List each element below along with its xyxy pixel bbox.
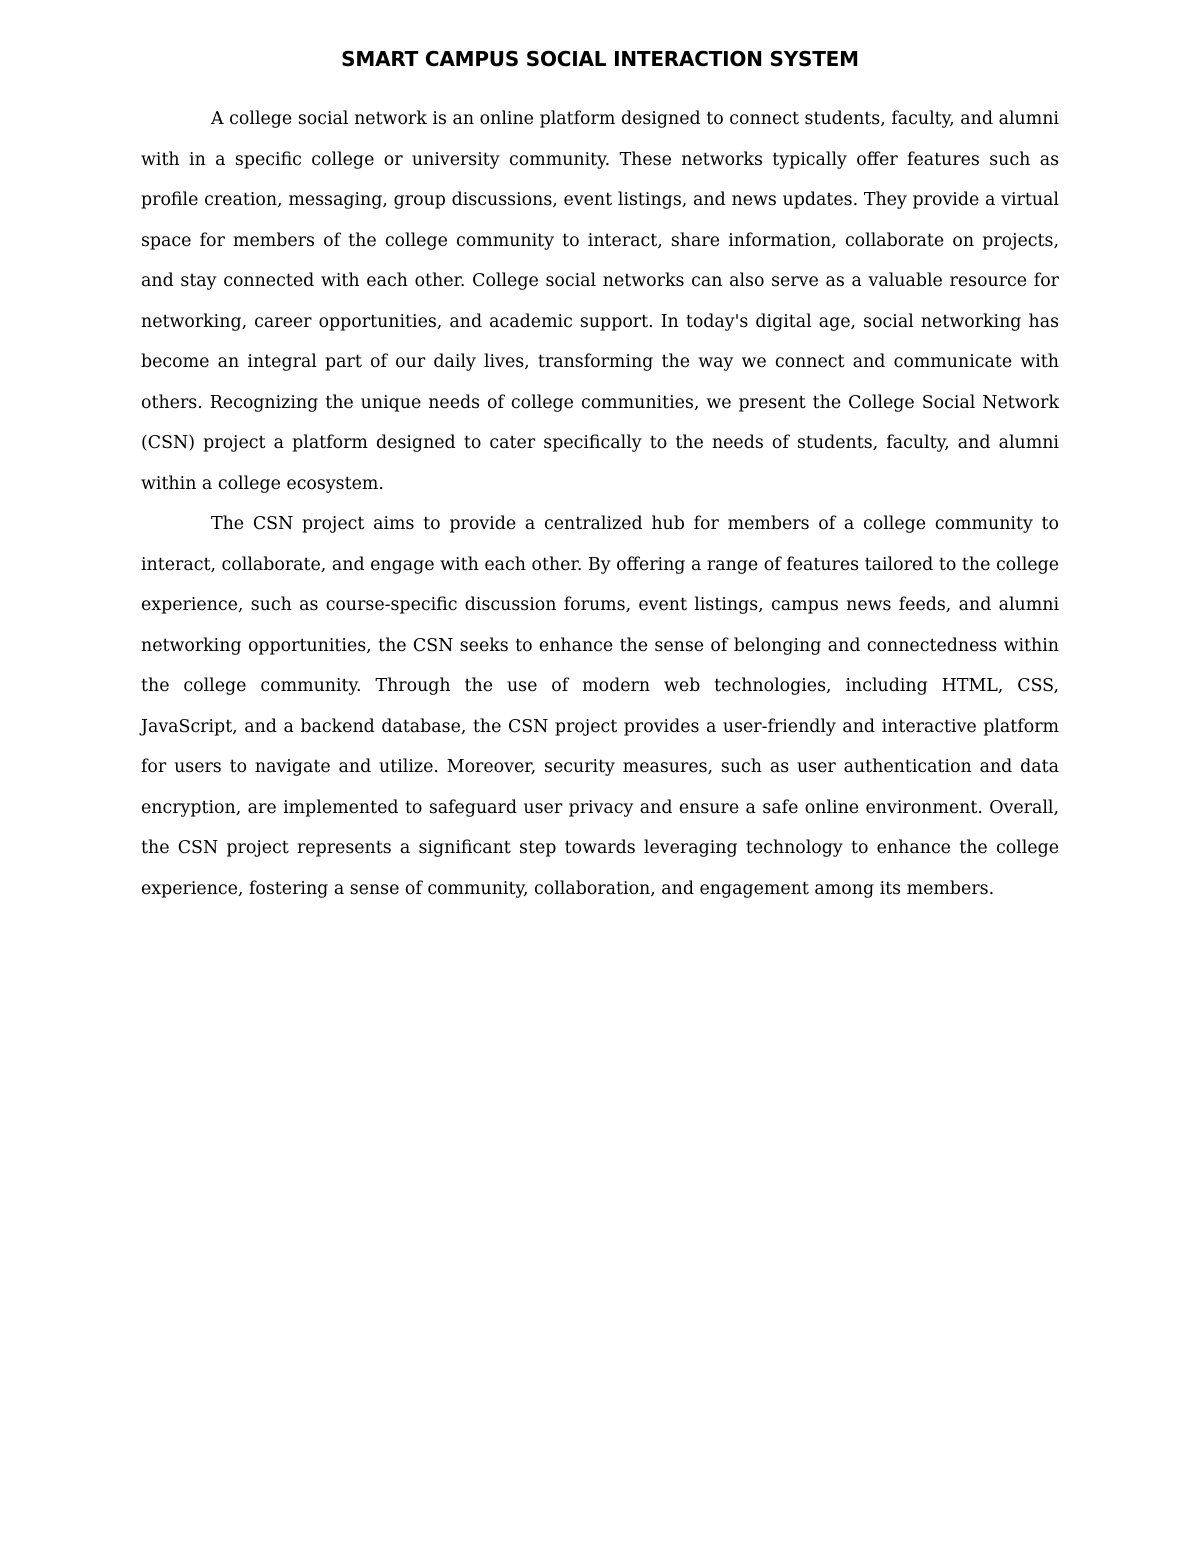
paragraph-introduction: A college social network is an online platform designed to connect students, faculty, and alumni with in a specific college or university community. These networks typically offer features such as profile creation, messaging, group discussions, event listings, and news updates. They provide a virtual space for members of the college community to interact, share information, collaborate on projects, and stay connected with each other. College social networks can also serve as a valuable resource for networking, career opportunities, and academic support. In today's digital age, social networking has become an integral part of our daily lives, transforming the way we connect and communicate with others. Recognizing the unique needs of college communities, we present the College Social Network (CSN) project a platform designed to cater specifically to the needs of students, faculty, and alumni within a college ecosystem. [141, 109, 1059, 494]
paragraph-project-overview: The CSN project aims to provide a centralized hub for members of a college community to interact, collaborate, and engage with each other. By offering a range of features tailored to the college experience, such as course-specific discussion forums, event listings, campus news feeds, and alumni networking opportunities, the CSN seeks to enhance the sense of belonging and connectedness within the college community. Through the use of modern web technologies, including HTML, CSS, JavaScript, and a backend database, the CSN project provides a user-friendly and interactive platform for users to navigate and utilize. Moreover, security measures, such as user authentication and data encryption, are implemented to safeguard user privacy and ensure a safe online environment. Overall, the CSN project represents a significant step towards leveraging technology to enhance the college experience, fostering a sense of community, collaboration, and engagement among its members. [141, 514, 1059, 899]
document-title: SMART CAMPUS SOCIAL INTERACTION SYSTEM [341, 47, 859, 71]
document-body [141, 99, 1059, 909]
